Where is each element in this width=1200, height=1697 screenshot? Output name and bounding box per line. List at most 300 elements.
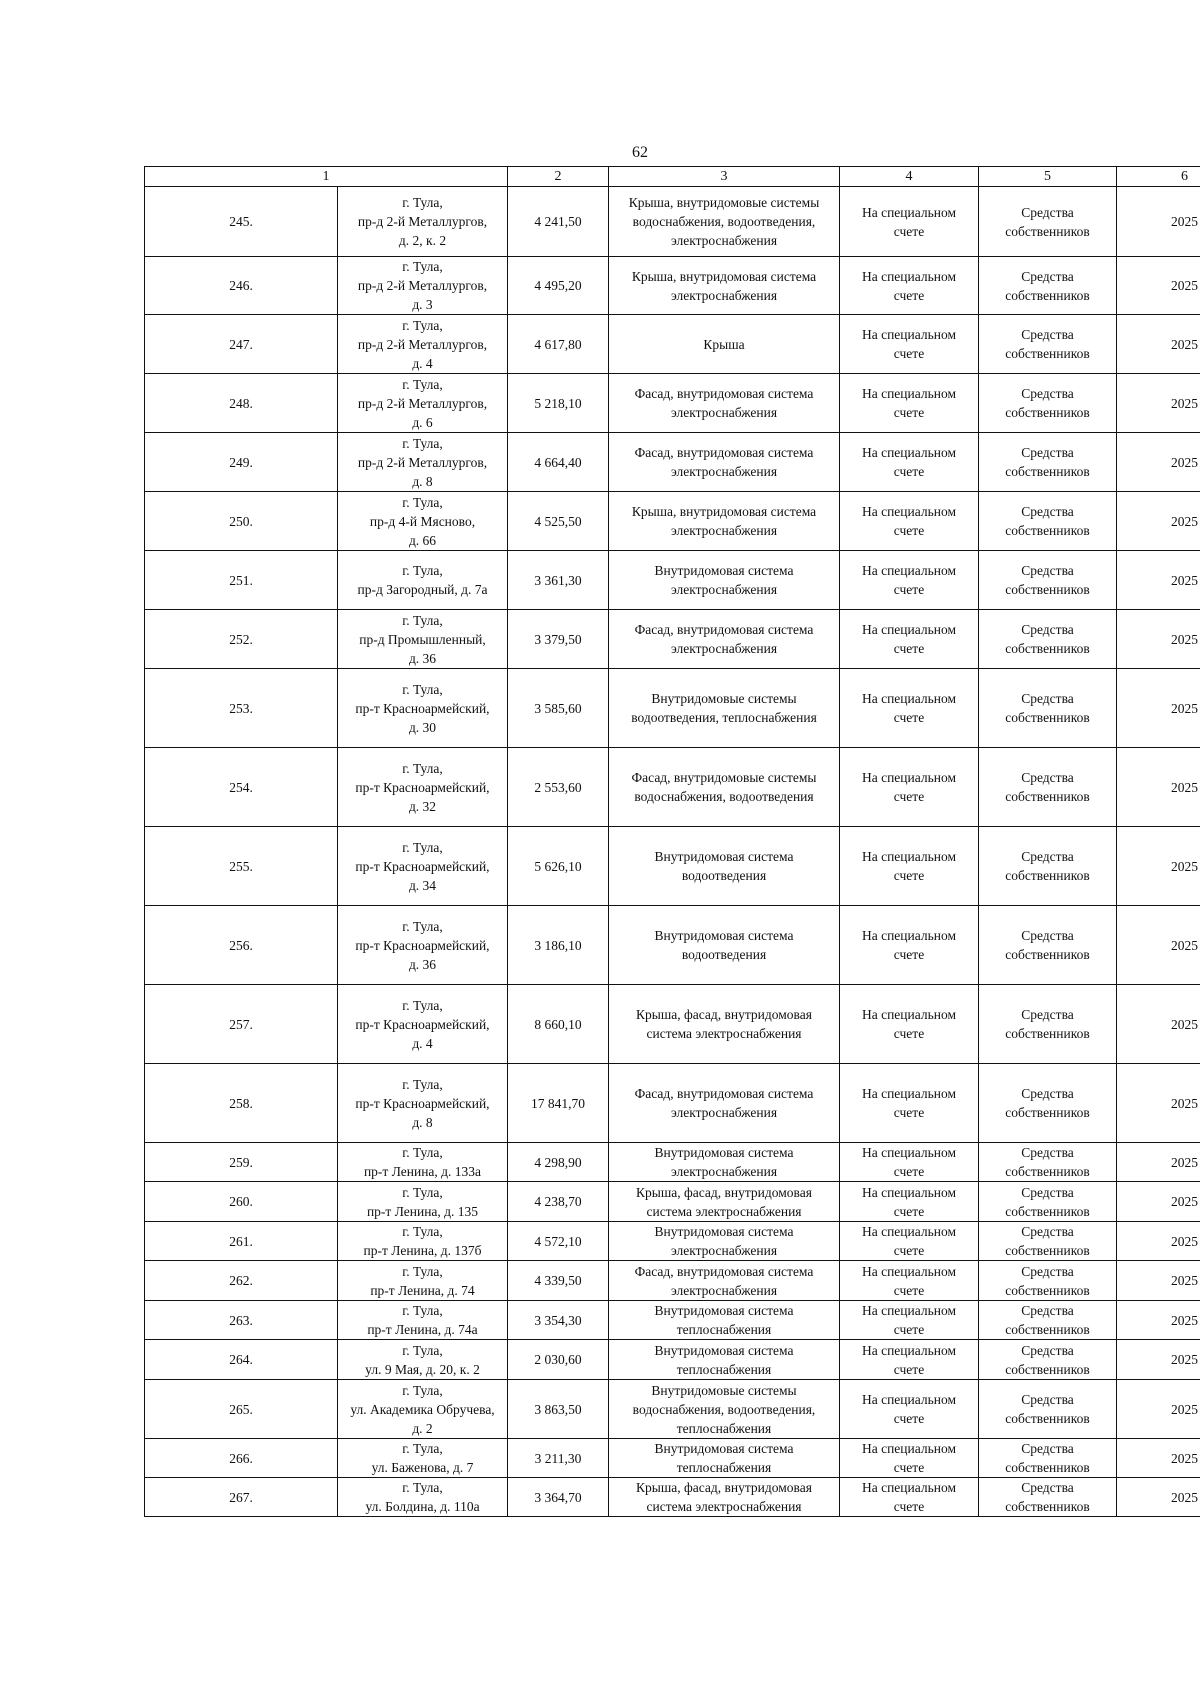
account-line: На специальном bbox=[861, 622, 957, 637]
account-line: На специальном bbox=[861, 1263, 957, 1279]
account-line: На специальном bbox=[861, 770, 957, 785]
funding-source-line: собственников bbox=[1005, 523, 1090, 538]
address-line: г. Тула, bbox=[402, 435, 443, 451]
works-line: Фасад, внутридомовая система bbox=[634, 622, 814, 637]
account-line: На специальном bbox=[861, 1086, 957, 1101]
account-cell bbox=[840, 551, 979, 610]
works-cell bbox=[609, 1064, 840, 1143]
year-cell: 2025 bbox=[1117, 551, 1200, 610]
funding-source-cell bbox=[979, 985, 1117, 1064]
funding-source-line: собственников bbox=[1005, 1243, 1090, 1258]
account-line: На специальном bbox=[861, 327, 957, 342]
funding-source-line: Средства bbox=[1021, 1263, 1074, 1279]
funding-source-cell bbox=[979, 669, 1117, 748]
works-cell bbox=[609, 748, 840, 827]
account-line: На специальном bbox=[861, 386, 957, 401]
table-row bbox=[145, 985, 1200, 1064]
account-cell bbox=[840, 827, 979, 906]
address-line: пр-т Ленина, д. 135 bbox=[366, 1203, 479, 1219]
account-line: счете bbox=[893, 405, 925, 420]
address-cell bbox=[338, 374, 508, 433]
funding-source-line: собственников bbox=[1005, 1105, 1090, 1120]
address-line: г. Тула, bbox=[402, 1076, 443, 1092]
address-line: пр-т Ленина, д. 133а bbox=[363, 1164, 482, 1179]
table-row bbox=[145, 1301, 1200, 1340]
works-line: электроснабжения bbox=[670, 641, 778, 656]
year-cell: 2025 bbox=[1117, 187, 1200, 257]
area-cell: 4 241,50 bbox=[508, 187, 609, 257]
row-number-cell: 253. bbox=[145, 669, 338, 748]
column-header: 4 bbox=[840, 167, 979, 187]
row-number-cell: 260. bbox=[145, 1182, 338, 1222]
year-cell: 2025 bbox=[1117, 1380, 1200, 1439]
account-cell bbox=[840, 1222, 979, 1261]
account-cell bbox=[840, 1340, 979, 1380]
works-line: электроснабжения bbox=[670, 405, 778, 420]
works-line: электроснабжения bbox=[670, 1282, 778, 1298]
works-line: Внутридомовые системы bbox=[651, 1382, 797, 1398]
works-cell bbox=[609, 315, 840, 374]
year-cell: 2025 bbox=[1117, 1222, 1200, 1261]
funding-source-line: Средства bbox=[1021, 327, 1074, 342]
address-cell bbox=[338, 187, 508, 257]
works-cell bbox=[609, 187, 840, 257]
area-cell: 4 572,10 bbox=[508, 1222, 609, 1261]
account-line: счете bbox=[893, 789, 925, 804]
area-cell: 4 617,80 bbox=[508, 315, 609, 374]
account-cell bbox=[840, 669, 979, 748]
address-line: д. 4 bbox=[412, 1035, 433, 1051]
works-line: Внутридомовая система bbox=[654, 1145, 794, 1160]
works-cell bbox=[609, 985, 840, 1064]
area-cell: 3 361,30 bbox=[508, 551, 609, 610]
area-cell: 3 186,10 bbox=[508, 906, 609, 985]
funding-source-cell bbox=[979, 1340, 1117, 1380]
area-cell: 3 364,70 bbox=[508, 1478, 609, 1517]
row-number-cell: 246. bbox=[145, 257, 338, 315]
address-cell bbox=[338, 1380, 508, 1439]
funding-source-line: собственников bbox=[1005, 1322, 1090, 1337]
row-number-cell: 263. bbox=[145, 1301, 338, 1340]
funding-source-line: Средства bbox=[1021, 1145, 1074, 1160]
funding-source-line: собственников bbox=[1005, 405, 1090, 420]
year-cell: 2025 bbox=[1117, 1064, 1200, 1143]
works-line: теплоснабжения bbox=[676, 1460, 772, 1475]
account-cell bbox=[840, 1301, 979, 1340]
funding-source-cell bbox=[979, 610, 1117, 669]
address-line: г. Тула, bbox=[402, 760, 443, 776]
table-row bbox=[145, 315, 1200, 374]
account-line: счете bbox=[893, 1411, 925, 1426]
year-cell: 2025 bbox=[1117, 315, 1200, 374]
works-line: система электроснабжения bbox=[646, 1026, 802, 1041]
funding-source-line: Средства bbox=[1021, 691, 1074, 706]
funding-source-cell bbox=[979, 1380, 1117, 1439]
account-cell bbox=[840, 187, 979, 257]
address-line: г. Тула, bbox=[402, 1145, 443, 1160]
works-line: Фасад, внутридомовые системы bbox=[631, 770, 817, 785]
funding-source-cell bbox=[979, 374, 1117, 433]
funding-source-cell bbox=[979, 1439, 1117, 1478]
works-cell bbox=[609, 1301, 840, 1340]
address-cell bbox=[338, 906, 508, 985]
row-number-cell: 258. bbox=[145, 1064, 338, 1143]
account-line: На специальном bbox=[861, 204, 957, 220]
address-line: пр-т Ленина, д. 74а bbox=[367, 1322, 478, 1337]
year-cell: 2025 bbox=[1117, 669, 1200, 748]
funding-source-line: Средства bbox=[1021, 1480, 1074, 1495]
row-number-cell: 259. bbox=[145, 1143, 338, 1182]
funding-source-line: собственников bbox=[1005, 1499, 1090, 1514]
funding-source-line: собственников bbox=[1005, 1026, 1090, 1041]
works-line: Внутридомовая система bbox=[654, 563, 794, 578]
works-line: Внутридомовая система bbox=[654, 849, 794, 864]
works-line: Крыша, внутридомовая система bbox=[631, 268, 817, 284]
address-line: пр-д 2-й Металлургов, bbox=[357, 336, 488, 352]
works-cell bbox=[609, 374, 840, 433]
works-cell bbox=[609, 1478, 840, 1517]
address-cell bbox=[338, 1143, 508, 1182]
account-line: счете bbox=[893, 1499, 925, 1514]
funding-source-line: Средства bbox=[1021, 622, 1074, 637]
funding-source-line: Средства bbox=[1021, 928, 1074, 943]
account-cell bbox=[840, 433, 979, 492]
area-cell: 4 298,90 bbox=[508, 1143, 609, 1182]
address-line: г. Тула, bbox=[402, 839, 443, 855]
table-row bbox=[145, 827, 1200, 906]
column-header: 2 bbox=[508, 167, 609, 187]
table-row bbox=[145, 433, 1200, 492]
works-line: Крыша, фасад, внутридомовая bbox=[636, 1480, 812, 1495]
address-line: г. Тула, bbox=[402, 317, 443, 333]
table-row bbox=[145, 187, 1200, 257]
address-cell bbox=[338, 827, 508, 906]
year-cell: 2025 bbox=[1117, 985, 1200, 1064]
area-cell: 3 354,30 bbox=[508, 1301, 609, 1340]
address-line: пр-д 4-й Мясново, bbox=[369, 513, 476, 529]
works-line: Внутридомовая система bbox=[654, 1224, 794, 1239]
address-line: г. Тула, bbox=[402, 1342, 443, 1358]
address-line: г. Тула, bbox=[402, 1224, 443, 1239]
funding-source-line: Средства bbox=[1021, 204, 1074, 220]
repair-program-table bbox=[144, 166, 1200, 1517]
row-number-cell: 267. bbox=[145, 1478, 338, 1517]
address-line: д. 6 bbox=[412, 414, 433, 430]
works-line: Крыша, внутридомовые системы bbox=[628, 195, 820, 210]
address-cell bbox=[338, 257, 508, 315]
funding-source-line: Средства bbox=[1021, 1184, 1074, 1200]
year-cell: 2025 bbox=[1117, 492, 1200, 551]
works-line: электроснабжения bbox=[670, 523, 778, 538]
area-cell: 5 218,10 bbox=[508, 374, 609, 433]
works-line: водоотведения, теплоснабжения bbox=[631, 710, 817, 725]
funding-source-line: собственников bbox=[1005, 1164, 1090, 1179]
account-line: На специальном bbox=[861, 1342, 957, 1358]
funding-source-cell bbox=[979, 1478, 1117, 1517]
row-number-cell: 261. bbox=[145, 1222, 338, 1261]
area-cell: 4 238,70 bbox=[508, 1182, 609, 1222]
funding-source-cell bbox=[979, 1261, 1117, 1301]
funding-source-cell bbox=[979, 827, 1117, 906]
funding-source-cell bbox=[979, 187, 1117, 257]
table-row bbox=[145, 906, 1200, 985]
address-line: пр-д Промышленный, bbox=[359, 631, 486, 647]
works-cell bbox=[609, 1340, 840, 1380]
address-line: г. Тула, bbox=[402, 1480, 443, 1495]
address-line: д. 8 bbox=[412, 1114, 433, 1130]
address-line: пр-т Красноармейский, bbox=[355, 700, 490, 716]
table-row bbox=[145, 1143, 1200, 1182]
row-number-cell: 265. bbox=[145, 1380, 338, 1439]
funding-source-cell bbox=[979, 492, 1117, 551]
address-cell bbox=[338, 1301, 508, 1340]
address-cell bbox=[338, 492, 508, 551]
funding-source-line: собственников bbox=[1005, 641, 1090, 656]
area-cell: 4 525,50 bbox=[508, 492, 609, 551]
table-row bbox=[145, 1222, 1200, 1261]
funding-source-line: собственников bbox=[1005, 464, 1090, 479]
funding-source-line: Средства bbox=[1021, 563, 1074, 578]
account-line: На специальном bbox=[861, 1224, 957, 1239]
works-line: Внутридомовая система bbox=[654, 1441, 794, 1456]
account-line: счете bbox=[893, 710, 925, 725]
row-number-cell: 252. bbox=[145, 610, 338, 669]
account-line: счете bbox=[893, 464, 925, 479]
year-cell: 2025 bbox=[1117, 1182, 1200, 1222]
address-line: г. Тула, bbox=[402, 376, 443, 392]
year-cell: 2025 bbox=[1117, 257, 1200, 315]
account-line: счете bbox=[893, 287, 925, 303]
row-number-cell: 245. bbox=[145, 187, 338, 257]
address-cell bbox=[338, 1064, 508, 1143]
works-line: Внутридомовые системы bbox=[651, 691, 797, 706]
row-number-cell: 266. bbox=[145, 1439, 338, 1478]
table-row bbox=[145, 492, 1200, 551]
area-cell: 8 660,10 bbox=[508, 985, 609, 1064]
works-cell bbox=[609, 433, 840, 492]
address-line: д. 30 bbox=[408, 719, 437, 735]
address-cell bbox=[338, 1261, 508, 1301]
area-cell: 4 495,20 bbox=[508, 257, 609, 315]
page-number: 62 bbox=[632, 144, 648, 161]
table-row bbox=[145, 669, 1200, 748]
area-cell: 2 553,60 bbox=[508, 748, 609, 827]
address-line: ул. Болдина, д. 110а bbox=[365, 1499, 480, 1514]
works-cell bbox=[609, 257, 840, 315]
row-number-cell: 248. bbox=[145, 374, 338, 433]
funding-source-cell bbox=[979, 1064, 1117, 1143]
funding-source-cell bbox=[979, 748, 1117, 827]
funding-source-line: собственников bbox=[1005, 582, 1090, 597]
account-cell bbox=[840, 1439, 979, 1478]
funding-source-line: собственников bbox=[1005, 947, 1090, 962]
works-line: Фасад, внутридомовая система bbox=[634, 1263, 814, 1279]
account-line: На специальном bbox=[861, 1145, 957, 1160]
address-cell bbox=[338, 610, 508, 669]
account-line: На специальном bbox=[861, 691, 957, 706]
works-cell bbox=[609, 1182, 840, 1222]
works-line: теплоснабжения bbox=[676, 1322, 772, 1337]
account-cell bbox=[840, 610, 979, 669]
funding-source-line: Средства bbox=[1021, 268, 1074, 284]
table-row bbox=[145, 1340, 1200, 1380]
address-line: д. 2, к. 2 bbox=[398, 233, 447, 248]
funding-source-line: Средства bbox=[1021, 445, 1074, 460]
year-cell: 2025 bbox=[1117, 748, 1200, 827]
address-line: пр-д 2-й Металлургов, bbox=[357, 395, 488, 411]
address-cell bbox=[338, 551, 508, 610]
account-line: счете bbox=[893, 1460, 925, 1475]
account-line: На специальном bbox=[861, 1303, 957, 1318]
address-cell bbox=[338, 1478, 508, 1517]
works-cell bbox=[609, 492, 840, 551]
address-cell bbox=[338, 985, 508, 1064]
table-row bbox=[145, 610, 1200, 669]
works-cell bbox=[609, 669, 840, 748]
funding-source-line: собственников bbox=[1005, 710, 1090, 725]
account-line: счете bbox=[893, 1203, 925, 1219]
works-cell bbox=[609, 1380, 840, 1439]
address-line: д. 3 bbox=[412, 297, 433, 312]
funding-source-cell bbox=[979, 257, 1117, 315]
address-line: д. 36 bbox=[408, 650, 437, 666]
works-line: теплоснабжения bbox=[676, 1420, 772, 1436]
year-cell: 2025 bbox=[1117, 1143, 1200, 1182]
works-line: Крыша, внутридомовая система bbox=[631, 504, 817, 519]
address-line: г. Тула, bbox=[402, 563, 443, 578]
funding-source-line: Средства bbox=[1021, 386, 1074, 401]
works-cell bbox=[609, 1222, 840, 1261]
funding-source-line: собственников bbox=[1005, 789, 1090, 804]
account-line: На специальном bbox=[861, 1184, 957, 1200]
funding-source-cell bbox=[979, 433, 1117, 492]
funding-source-cell bbox=[979, 1301, 1117, 1340]
funding-source-line: Средства bbox=[1021, 1303, 1074, 1318]
column-number-row bbox=[145, 167, 1200, 187]
account-cell bbox=[840, 985, 979, 1064]
address-line: ул. Баженова, д. 7 bbox=[371, 1460, 474, 1475]
account-line: На специальном bbox=[861, 445, 957, 460]
funding-source-line: собственников bbox=[1005, 1460, 1090, 1475]
area-cell: 3 211,30 bbox=[508, 1439, 609, 1478]
works-line: водоснабжения, водоотведения, bbox=[632, 214, 816, 229]
works-line: Крыша bbox=[703, 336, 745, 352]
row-number-cell: 256. bbox=[145, 906, 338, 985]
table-row bbox=[145, 257, 1200, 315]
address-line: д. 4 bbox=[412, 355, 433, 371]
account-line: На специальном bbox=[861, 563, 957, 578]
address-line: пр-д 2-й Металлургов, bbox=[357, 454, 488, 470]
address-line: пр-д Загородный, д. 7а bbox=[357, 582, 488, 597]
account-line: счете bbox=[893, 223, 925, 239]
address-cell bbox=[338, 433, 508, 492]
account-line: На специальном bbox=[861, 1007, 957, 1022]
year-cell: 2025 bbox=[1117, 433, 1200, 492]
funding-source-line: Средства bbox=[1021, 1441, 1074, 1456]
address-line: д. 66 bbox=[408, 532, 437, 548]
table-row bbox=[145, 1439, 1200, 1478]
address-line: г. Тула, bbox=[402, 997, 443, 1013]
account-cell bbox=[840, 492, 979, 551]
column-header: 3 bbox=[609, 167, 840, 187]
year-cell: 2025 bbox=[1117, 827, 1200, 906]
row-number-cell: 255. bbox=[145, 827, 338, 906]
funding-source-line: Средства bbox=[1021, 1224, 1074, 1239]
account-cell bbox=[840, 1064, 979, 1143]
funding-source-line: собственников bbox=[1005, 1361, 1090, 1377]
works-line: Фасад, внутридомовая система bbox=[634, 445, 814, 460]
account-line: счете bbox=[893, 947, 925, 962]
address-line: пр-т Ленина, д. 137б bbox=[363, 1243, 482, 1258]
account-line: счете bbox=[893, 346, 925, 361]
address-cell bbox=[338, 315, 508, 374]
funding-source-line: Средства bbox=[1021, 1342, 1074, 1358]
year-cell: 2025 bbox=[1117, 1301, 1200, 1340]
works-line: электроснабжения bbox=[670, 1243, 778, 1258]
account-line: На специальном bbox=[861, 928, 957, 943]
account-line: На специальном bbox=[861, 268, 957, 284]
funding-source-cell bbox=[979, 1222, 1117, 1261]
address-line: пр-т Красноармейский, bbox=[355, 858, 490, 874]
funding-source-line: собственников bbox=[1005, 1282, 1090, 1298]
address-line: ул. Академика Обручева, bbox=[350, 1401, 495, 1417]
year-cell: 2025 bbox=[1117, 610, 1200, 669]
row-number-cell: 257. bbox=[145, 985, 338, 1064]
account-line: На специальном bbox=[861, 504, 957, 519]
row-number-cell: 250. bbox=[145, 492, 338, 551]
address-cell bbox=[338, 1340, 508, 1380]
address-line: ул. 9 Мая, д. 20, к. 2 bbox=[365, 1361, 480, 1377]
account-cell bbox=[840, 257, 979, 315]
account-line: На специальном bbox=[861, 1392, 957, 1407]
address-cell bbox=[338, 1439, 508, 1478]
address-line: г. Тула, bbox=[402, 1184, 443, 1200]
account-cell bbox=[840, 1380, 979, 1439]
account-cell bbox=[840, 906, 979, 985]
address-line: г. Тула, bbox=[402, 918, 443, 934]
account-cell bbox=[840, 1478, 979, 1517]
address-line: г. Тула, bbox=[402, 1382, 443, 1398]
address-cell bbox=[338, 748, 508, 827]
year-cell: 2025 bbox=[1117, 1439, 1200, 1478]
address-line: г. Тула, bbox=[402, 259, 443, 274]
account-cell bbox=[840, 1261, 979, 1301]
works-line: водоснабжения, водоотведения, bbox=[632, 1401, 816, 1417]
address-cell bbox=[338, 669, 508, 748]
row-number-cell: 264. bbox=[145, 1340, 338, 1380]
area-cell: 2 030,60 bbox=[508, 1340, 609, 1380]
works-line: Фасад, внутридомовая система bbox=[634, 1086, 814, 1101]
address-line: г. Тула, bbox=[402, 681, 443, 697]
table-row bbox=[145, 551, 1200, 610]
address-line: д. 36 bbox=[408, 956, 437, 972]
address-line: пр-д 2-й Металлургов, bbox=[357, 214, 488, 229]
address-line: д. 32 bbox=[408, 798, 437, 814]
works-line: электроснабжения bbox=[670, 582, 778, 597]
table-row bbox=[145, 374, 1200, 433]
funding-source-line: Средства bbox=[1021, 1007, 1074, 1022]
address-line: г. Тула, bbox=[402, 612, 443, 628]
area-cell: 4 339,50 bbox=[508, 1261, 609, 1301]
area-cell: 3 379,50 bbox=[508, 610, 609, 669]
works-cell bbox=[609, 1439, 840, 1478]
works-line: Внутридомовая система bbox=[654, 928, 794, 943]
funding-source-line: Средства bbox=[1021, 1392, 1074, 1407]
works-cell bbox=[609, 610, 840, 669]
works-line: водоотведения bbox=[681, 868, 767, 883]
year-cell: 2025 bbox=[1117, 906, 1200, 985]
works-line: электроснабжения bbox=[670, 233, 778, 248]
